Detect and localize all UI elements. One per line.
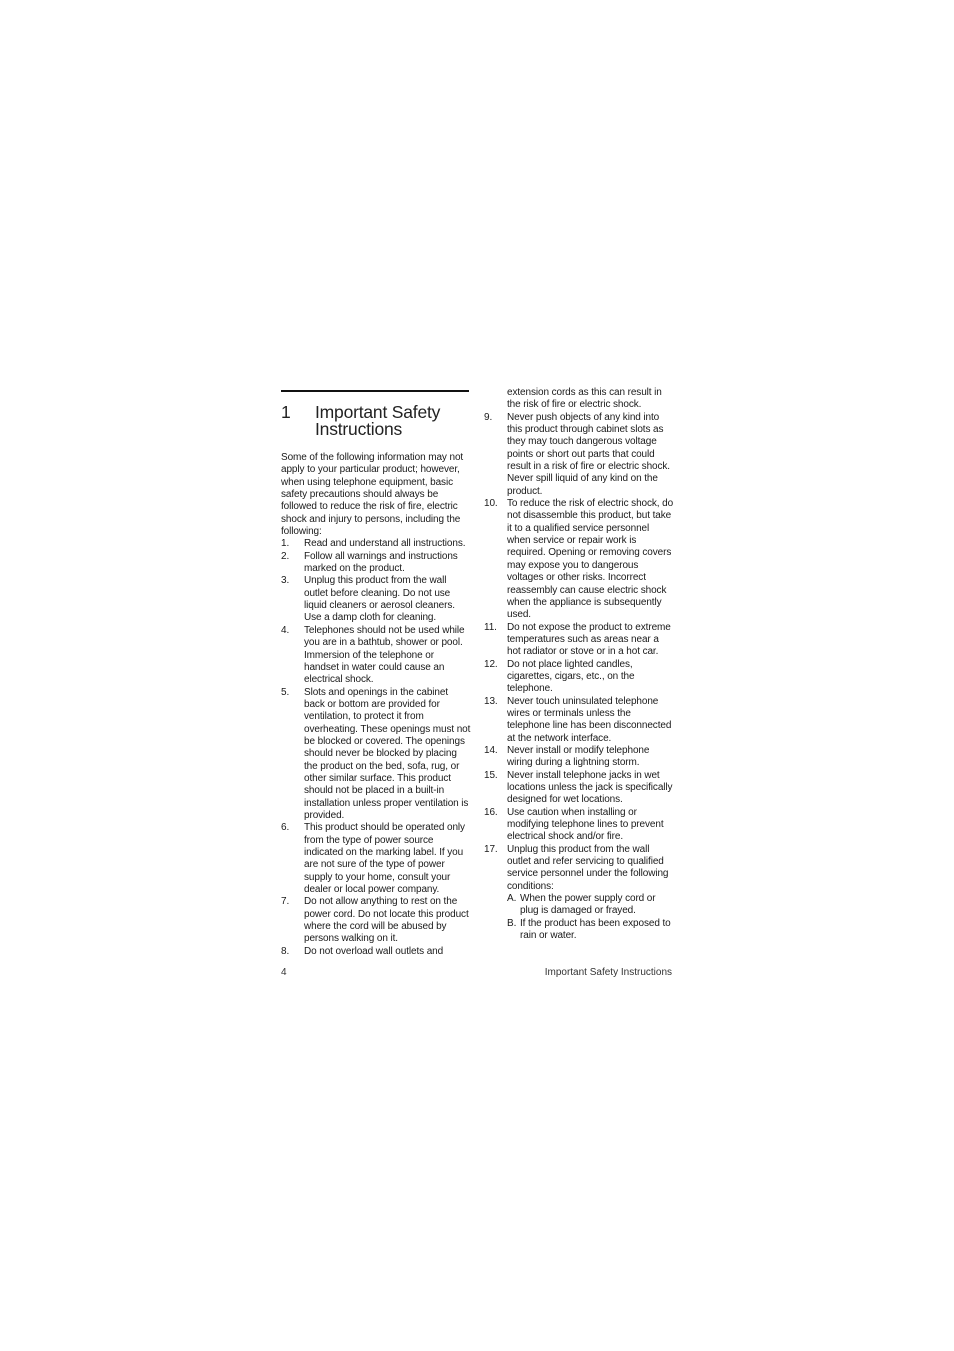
- list-item: [484, 807, 674, 844]
- list-item-text: To reduce the risk of electric shock, do not disassemble this product, but take it to a qualified service personnel when service or repair work is required. Opening or removing covers may expose you to dangerous voltages or other risks. Incorrect reassembly can cause electric shock when the appliance is subsequently used.: [507, 498, 674, 621]
- list-item-text: Use caution when installing or modifying telephone lines to prevent electrical shock and/or fire.: [507, 806, 664, 843]
- list-item: [484, 412, 674, 498]
- list-item-number: 15.: [484, 769, 498, 781]
- list-item-number: 9.: [484, 411, 493, 423]
- list-item: [281, 687, 471, 823]
- sub-list-item-text: If the product has been exposed to rain or water.: [520, 917, 671, 942]
- list-item-number: 17.: [484, 843, 498, 855]
- section-title: Important Safety Instructions: [315, 402, 441, 439]
- list-item-number: 11.: [484, 621, 497, 633]
- list-item: [484, 659, 674, 696]
- list-item-text: Do not overload wall outlets and: [304, 945, 444, 957]
- right-column: [484, 387, 674, 942]
- sub-list-item-text: When the power supply cord or plug is damaged or frayed.: [520, 893, 656, 917]
- sub-list-item: [507, 893, 674, 918]
- list-item: [484, 844, 674, 893]
- left-column: [281, 452, 471, 958]
- list-item-number: 7.: [281, 896, 290, 908]
- list-item-text: Never install or modify telephone wiring during a lightning storm.: [507, 744, 650, 769]
- list-item-number: 1.: [281, 538, 290, 550]
- list-item-text: Telephones should not be used while you are in a bathtub, shower or pool. Immersion of the telephone or handset in water could cause an electrical shock.: [304, 624, 465, 686]
- list-item-text: Read and understand all instructions.: [304, 538, 466, 550]
- sub-list-item: [507, 918, 674, 943]
- list-item-number: 2.: [281, 550, 290, 562]
- list-item-text: Do not expose the product to extreme temperatures such as areas near a hot radiator or stove or in a hot car.: [507, 621, 671, 658]
- list-item-number: 8.: [281, 945, 290, 957]
- list-item: [484, 696, 674, 745]
- list-item: [484, 745, 674, 770]
- list-item-text: Do not place lighted candles, cigarettes, cigars, etc., on the telephone.: [507, 658, 635, 695]
- list-item-number: 5.: [281, 686, 290, 698]
- list-item: [484, 622, 674, 659]
- page-number: 4: [281, 967, 287, 978]
- list-item: [281, 625, 471, 687]
- list-item-number: 4.: [281, 624, 290, 636]
- list-item-text: Never install telephone jacks in wet locations unless the jack is specifically designed for wet locations.: [507, 769, 673, 806]
- list-item-text: Never touch uninsulated telephone wires or terminals unless the telephone line has been disconnected at the network interface.: [507, 695, 672, 744]
- instruction-list-right: [484, 412, 674, 893]
- item-8-continuation: extension cords as this can result in the risk of fire or electric shock.: [507, 387, 662, 411]
- list-item-number: 13.: [484, 695, 498, 707]
- section-number: 1: [281, 402, 291, 422]
- list-item: [281, 538, 471, 550]
- list-item-text: Unplug this product from the wall outlet before cleaning. Do not use liquid cleaners or aerosol cleaners. Use a damp cloth for cleaning.: [304, 575, 455, 624]
- list-item: [281, 946, 471, 958]
- sub-list-item-number: A.: [507, 893, 517, 905]
- list-item-number: 6.: [281, 822, 290, 834]
- list-item-number: 3.: [281, 575, 290, 587]
- intro-paragraph: Some of the following information may not apply to your particular product; however, when using telephone equipment, basic safety precautions should always be followed to reduce the risk of fire, electric shock and injury to persons, including the following:: [281, 452, 464, 538]
- heading-rule: [281, 390, 469, 392]
- footer-section-title: Important Safety Instructions: [544, 967, 672, 978]
- condition-sublist: [484, 893, 674, 942]
- list-item: [281, 575, 471, 624]
- list-item-text: Unplug this product from the wall outlet and refer servicing to qualified service personnel under the following conditions:: [507, 843, 669, 892]
- list-item: [484, 498, 674, 621]
- list-item-text: Never push objects of any kind into this product through cabinet slots as they may touch dangerous voltage points or short out parts that could result in a risk of fire or electric shock. Never spill liquid of any kind on the product.: [507, 411, 670, 497]
- list-item: [281, 822, 471, 896]
- list-item: [281, 896, 471, 945]
- list-item-number: 16.: [484, 806, 498, 818]
- list-item-text: Slots and openings in the cabinet back or bottom are provided for ventilation, to protect it from overheating. These openings must not be blocked or covered. The openings should never be blocked by placing the product on the bed, sofa, rug, or other similar surface. This product should not be placed in a built-in installation unless proper ventilation is provided.: [304, 686, 471, 821]
- list-item: [484, 770, 674, 807]
- list-item-number: 10.: [484, 498, 498, 510]
- instruction-list-left: [281, 538, 471, 958]
- list-item: [281, 551, 471, 576]
- sub-list-item-number: B.: [507, 917, 517, 929]
- list-item-number: 12.: [484, 658, 498, 670]
- section-heading: [281, 404, 471, 437]
- list-item-number: 14.: [484, 744, 498, 756]
- list-item-text: Do not allow anything to rest on the power cord. Do not locate this product where the cord will be abused by persons walking on it.: [304, 896, 469, 945]
- list-item-text: This product should be operated only from the type of power source indicated on the marking label. If you are not sure of the type of power supply to your home, consult your dealer or local power company.: [304, 822, 465, 896]
- list-item-text: Follow all warnings and instructions marked on the product.: [304, 550, 458, 575]
